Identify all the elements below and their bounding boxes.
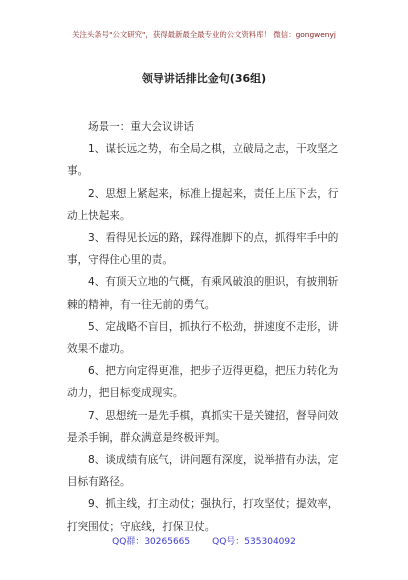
list-item-6-cont — [67, 382, 360, 404]
document-title: 领导讲话排比金句(36组) — [141, 72, 267, 85]
footer — [0, 534, 408, 547]
list-item-7 — [88, 405, 360, 427]
list-item-4-line-1: 4、有顶天立地的气概，有乘风破浪的胆识，有披荆斩 — [88, 276, 339, 289]
list-item-1 — [88, 138, 360, 160]
list-item-8-cont — [67, 471, 360, 493]
list-item-8-line-2: 目标有路径。 — [67, 476, 131, 489]
list-item-2-cont — [67, 205, 360, 227]
list-item-1-line-2: 事。 — [67, 165, 89, 178]
list-item-2-line-1: 2、思想上紧起来，标准上提起来，责任上压下去，行 — [88, 187, 339, 200]
list-item-5-line-1: 5、定战略不盲目，抓执行不松劲，拼速度不走形，讲 — [88, 320, 339, 333]
list-item-1-line-1: 1、谋长远之势，布全局之棋，立破局之志，干攻坚之 — [88, 143, 339, 156]
list-item-1-cont — [67, 160, 360, 182]
list-item-3-line-1: 3、看得见长远的路，踩得准脚下的点，抓得牢手中的 — [88, 232, 339, 245]
list-item-3-cont — [67, 249, 360, 271]
list-item-6-line-2: 动力，把目标变成现实。 — [67, 387, 184, 400]
list-item-4 — [88, 271, 360, 293]
list-item-6-line-1: 6、把方向定得更准，把步子迈得更稳，把压力转化为 — [88, 365, 339, 378]
list-item-5-cont — [67, 338, 360, 360]
section-heading: 场景一：重大会议讲话 — [88, 121, 194, 133]
footer-qq: QQ号：535304092 — [212, 537, 296, 547]
list-item-5-line-2: 效果不虚功。 — [67, 343, 131, 356]
list-item-8-line-1: 8、谈成绩有底气，讲问题有深度，说举措有办法，定 — [88, 454, 339, 467]
list-item-9-line-2: 打突围仗；守底线，打保卫仗。 — [67, 520, 216, 533]
list-item-9-line-1: 9、抓主线，打主动仗；强执行，打攻坚仗；提效率， — [88, 498, 339, 511]
footer-qq-group: QQ群：30265665 — [112, 537, 191, 547]
list-item-6 — [88, 360, 360, 382]
list-item-7-line-2: 是杀手锏，群众满意是终极评判。 — [67, 431, 226, 444]
list-item-7-cont — [67, 427, 360, 449]
list-item-2 — [88, 183, 360, 205]
list-item-8 — [88, 449, 360, 471]
list-item-2-line-2: 动上快起来。 — [67, 209, 131, 222]
list-item-4-cont — [67, 294, 360, 316]
list-item-5 — [88, 316, 360, 338]
list-item-3 — [88, 227, 360, 249]
list-item-3-line-2: 事，守得住心里的责。 — [67, 254, 173, 267]
list-item-4-line-2: 棘的精神，有一往无前的勇气。 — [67, 298, 216, 311]
document-body — [67, 116, 360, 538]
header-note: 关注头条号"公文研究"，获得最新最全最专业的公文资料库！ 微信：gongwenyj — [72, 30, 336, 39]
list-item-7-line-1: 7、思想统一是先手棋，真抓实干是关键招，督导问效 — [88, 409, 339, 422]
list-item-9 — [88, 493, 360, 515]
